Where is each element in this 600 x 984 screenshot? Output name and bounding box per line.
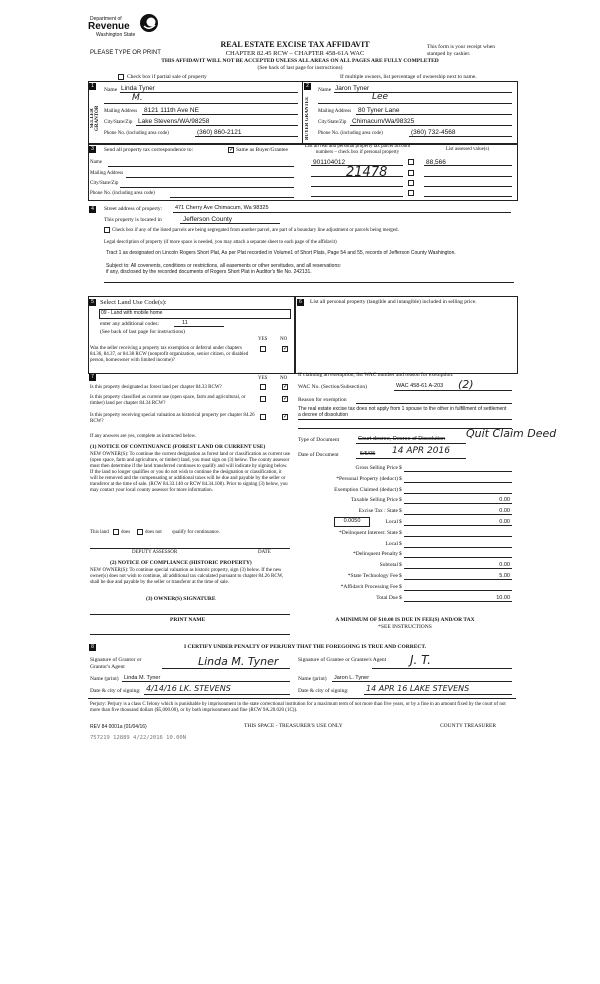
- seller-exemption-no[interactable]: ✓: [283, 346, 289, 352]
- tax-row-currency: $: [399, 497, 402, 503]
- doc-type-struck: Court decree, Decree of Dissolution: [358, 436, 446, 442]
- yes-header-5: YES: [258, 337, 268, 342]
- no-header-7: NO: [280, 376, 288, 381]
- exemption-reason: The real estate excise tax does not apply from 1 spouse to the other in fulfillment of settlement a decree of dissolution: [298, 406, 507, 418]
- local-rate-box: [334, 517, 370, 527]
- seller-name[interactable]: Linda Tyner: [121, 85, 155, 92]
- street-label: Street address of property:: [104, 206, 163, 212]
- parcel-number[interactable]: 901104012: [313, 159, 346, 166]
- seller-mailing[interactable]: 8121 111th Ave NE: [144, 107, 199, 114]
- assessed-header: List assessed value(s): [445, 147, 490, 152]
- grantor-date-label: Date & city of signing:: [90, 688, 141, 694]
- legal-label: Legal description of property (if more space is needed, you may attach a separate sheet to each page of the affidavit): [104, 240, 337, 245]
- notice-compliance-title: (2) NOTICE OF COMPLIANCE (HISTORIC PROPERTY): [110, 560, 252, 566]
- legal-description-2: Subject to: All covenents, conditions or restrictions, all easements or other servitudes, and all reservations:: [106, 263, 342, 269]
- reason-label: Reason for exemption: [298, 397, 347, 403]
- tax-row-label: Gross Selling Price: [355, 465, 398, 471]
- form-warning: THIS AFFIDAVIT WILL NOT BE ACCEPTED UNLESS ALL AREAS ON ALL PAGES ARE FULLY COMPLETED: [161, 58, 439, 64]
- doc-date-struck: 5/5/05: [360, 451, 376, 457]
- parcel2-personal-checkbox[interactable]: [408, 170, 414, 176]
- seller-name-middle: M.: [132, 93, 143, 103]
- perjury-note: Perjury: Perjury is a class C felony which is punishable by imprisonment in the state correctional institution for a maximum term of not more than five years, or by a fine in an amount fixed by the court of not more than five thousand dollars ($5,000.00), or by both imprisonment and fine (RCW 9A.20.020 (1C)).: [90, 702, 506, 713]
- seller-mailing-label: Mailing Address: [104, 109, 138, 114]
- parcel1-personal-checkbox[interactable]: [408, 159, 414, 165]
- land-does-label: does: [121, 530, 131, 535]
- parcel-header: List all real and personal property tax parcel account numbers – check box if personal property: [304, 144, 411, 155]
- corr-mailing-label: Mailing Address: [90, 171, 124, 176]
- tax-row-label: Exemption Claimed (deduct): [334, 487, 398, 493]
- form-chapter: CHAPTER 82.45 RCW – CHAPTER 458-61A WAC: [225, 50, 365, 57]
- same-as-buyer-checkbox[interactable]: ✓: [229, 147, 235, 153]
- doc-date-label: Date of Document: [298, 452, 339, 458]
- corr-city-label: City/State/Zip: [90, 181, 119, 186]
- dor-swirl-icon: [138, 12, 160, 34]
- treasurer-use: THIS SPACE - TREASURER'S USE ONLY: [244, 723, 343, 729]
- tax-row-currency: $: [399, 573, 402, 579]
- doc-type-label: Type of Document: [298, 437, 340, 443]
- seller-phone[interactable]: (360) 860-2121: [197, 129, 242, 136]
- land-use-selected: 09 - Land with mobile home: [101, 310, 163, 316]
- tax-row-value[interactable]: 5.00: [499, 573, 510, 579]
- seller-city-label: City/State/Zip: [104, 120, 133, 125]
- qualify-label: qualify for continuance.: [172, 530, 220, 535]
- buyer-mailing[interactable]: 80 Tyner Lane: [358, 107, 400, 114]
- buyer-city-label: City/State/Zip: [318, 120, 347, 125]
- tax-row-currency: $: [399, 508, 402, 514]
- tax-row-label: *Personal Property (deduct): [336, 476, 398, 482]
- grantee-name-label: Name (print): [298, 676, 327, 682]
- additional-codes[interactable]: 11: [182, 320, 188, 326]
- grantee-signature[interactable]: J. T.: [410, 653, 431, 667]
- forest-question: Is this property designated as forest land per chapter 84.33 RCW?: [90, 385, 222, 390]
- tax-row-value[interactable]: 10.00: [496, 595, 510, 601]
- tax-row-currency: $: [399, 530, 402, 536]
- same-as-buyer-label: Same as Buyer/Grantee: [236, 147, 288, 153]
- segregated-label: Check box if any of the listed parcels are being segregated from another parcel, are part of a boundary line adjustment or parcels being merged.: [112, 228, 399, 233]
- street-address[interactable]: 471 Cherry Ave Chimacum, Wa 98325: [175, 205, 269, 211]
- current-use-question: Is this property classified as current use (open space, farm and agricultural, or timber) land per chapter 84.34 RCW?: [90, 395, 246, 406]
- owner-signature-label: (3) OWNER(S) SIGNATURE: [146, 596, 216, 602]
- buyer-phone[interactable]: (360) 732-4568: [411, 129, 456, 136]
- current-use-no[interactable]: ✓: [283, 396, 289, 402]
- seller-side-label: SELLER GRANTOR: [90, 105, 100, 131]
- this-land-label: This land: [90, 530, 109, 535]
- partial-sale-checkbox[interactable]: [118, 74, 124, 80]
- section-5-badge: 5: [89, 299, 96, 306]
- additional-codes-label: enter any additional codes:: [100, 321, 160, 327]
- no-header-5: NO: [280, 337, 288, 342]
- assessed-value[interactable]: 88,566: [426, 159, 446, 166]
- tax-row-currency: $: [399, 595, 402, 601]
- buyer-name-middle: Lee: [372, 92, 389, 102]
- tax-row-label: Subtotal: [379, 562, 398, 568]
- section-4-badge: 4: [89, 206, 96, 213]
- tax-row-currency: $: [399, 562, 402, 568]
- legal-description-3: if any, disclosed by the recorded documents of Rogers Short Plat in Auditor's file No. 242131.: [106, 269, 312, 275]
- tax-row-value[interactable]: 0.00: [499, 508, 510, 514]
- tax-row-currency: $: [399, 584, 402, 590]
- section-8-badge: 8: [89, 644, 96, 651]
- wac-handwritten: (2): [458, 378, 474, 391]
- seller-city[interactable]: Lake Stevens/WA/98258: [138, 118, 210, 125]
- dor-logo: [88, 16, 158, 46]
- partial-sale-label: Check box if partial sale of property: [127, 74, 207, 80]
- seller-phone-label: Phone No. (including area code): [104, 131, 169, 136]
- deputy-date-label: DATE: [258, 550, 271, 555]
- grantor-name-label: Name (print): [90, 676, 119, 682]
- seller-name-label: Name: [104, 87, 118, 93]
- grantee-date-label: Date & city of signing:: [298, 688, 349, 694]
- land-does-not-checkbox[interactable]: [137, 529, 143, 535]
- legal-description-1: Tract 1 as designated on Lincoln Rogers Short Plat, As per Plat recorded in Volume1 of Short Plats, Page 54 and 55, records of Jefferson County Washington.: [106, 250, 456, 256]
- land-use-see-back: (See back of last page for instructions): [100, 329, 185, 335]
- current-use-yes[interactable]: [260, 396, 266, 402]
- located-label: This property is located in: [104, 217, 162, 223]
- buyer-mailing-label: Mailing Address: [318, 109, 352, 114]
- handwritten-parcel-number: 21478: [346, 165, 388, 180]
- tax-row-currency: $: [399, 519, 402, 525]
- rev-number: REV 84 0001a (01/04/16): [90, 724, 147, 730]
- grantor-name[interactable]: Linda M. Tyner: [124, 675, 161, 681]
- buyer-city[interactable]: Chimacum/Wa/98325: [352, 118, 415, 125]
- parcel3-personal-checkbox[interactable]: [408, 180, 414, 186]
- tax-row-label: Total Due: [376, 595, 398, 601]
- if-yes-note: If any answers are yes, complete as instructed below.: [90, 434, 197, 439]
- grantee-name[interactable]: Jaron L. Tyner: [334, 675, 370, 681]
- land-does-checkbox[interactable]: [113, 529, 119, 535]
- corr-name-label: Name: [90, 160, 102, 165]
- doc-date-handwritten: 14 APR 2016: [392, 446, 450, 456]
- historic-question: Is this property receiving special valuation as historical property per chapter 84.26 RCW?: [90, 413, 255, 424]
- tax-row-value[interactable]: 0.00: [499, 562, 510, 568]
- corr-phone-label: Phone No. (including area code): [90, 191, 155, 196]
- tax-row-label: *State Technology Fee: [347, 573, 398, 579]
- county-treasurer: COUNTY TREASURER: [440, 723, 497, 729]
- section-1-badge: 1: [89, 83, 96, 90]
- tax-row-label: *Delinquent Interest: State: [339, 530, 398, 536]
- treasurer-stamp: 757219 12889 4/22/2016 10.00N: [90, 735, 187, 741]
- seller-exemption-question: Was the seller receiving a property tax exemption or deferral under chapters 84.36, 84.37, or 84.38 RCW (nonprofit organization, senior citizen, or disabled person, homeowner with limited income)?: [90, 346, 249, 363]
- personal-property-label: List all personal property (tangible and intangible) included in selling price.: [310, 299, 477, 305]
- receipt-note: This form is your receipt when stamped by cashier.: [427, 44, 495, 57]
- notice-continuance-text: NEW OWNER(S): To continue the current designation as forest land or classification as current use (open space, farm and agriculture, or timber) land, you must sign on (3) below. The county assessor must then determine if the land transferred continues to qualify and will indicate by signing below. If the land no longer qualifies or you do not wish to continue the designation or classification, it will be removed and the compensating or additional taxes will be due and payable by the seller or transferor at the time of sale. (RCW 84.33.140 or RCW 84.34.108). Prior to signing (3) below, you may contact your local county assessor for more information.: [90, 452, 290, 493]
- land-use-label: Select Land Use Code(s):: [100, 299, 167, 306]
- certify-statement: I CERTIFY UNDER PENALTY OF PERJURY THAT THE FOREGOING IS TRUE AND CORRECT.: [183, 644, 426, 650]
- tax-row-label: *Affidavit Processing Fee: [340, 584, 398, 590]
- exemption-claim-label: If claiming an exemption, list WAC number and reason for exemption:: [298, 372, 454, 378]
- buyer-phone-label: Phone No. (including area code): [318, 131, 383, 136]
- tax-row-label: Excise Tax : State: [358, 508, 398, 514]
- dept-line3: Washington State: [96, 32, 136, 38]
- notice-compliance-text: NEW OWNER(S): To continue special valuation as historic property, sign (3) below. If the new owner(s) does not wish to continue, all additional tax calculated pursuant to chapter 84.26 RCW, shall be due and payable by the seller or transferor at the time of sale.: [90, 568, 284, 585]
- parcel4-personal-checkbox[interactable]: [408, 190, 414, 196]
- please-type: PLEASE TYPE OR PRINT: [90, 50, 161, 56]
- dept-line1: Department of: [90, 16, 122, 22]
- tax-row-currency: $: [399, 541, 402, 547]
- personal-property-section: [294, 296, 518, 374]
- tax-row-currency: $: [399, 465, 402, 471]
- yes-header-7: YES: [258, 376, 268, 381]
- see-instructions: *SEE INSTRUCTIONS: [378, 624, 432, 630]
- buyer-side-label: BUYER GRANTEE: [305, 96, 310, 140]
- forest-yes[interactable]: [260, 384, 266, 390]
- correspondence-label: Send all property tax correspondence to:: [104, 147, 194, 153]
- tax-row-currency: $: [399, 487, 402, 493]
- print-name-label: PRINT NAME: [170, 617, 206, 623]
- grantee-sig-label: Signature of Grantee or Grantee's Agent: [298, 657, 387, 663]
- land-does-not-label: does not: [145, 530, 162, 535]
- buyer-name-label: Name: [318, 87, 332, 93]
- multiple-owners-label: If multiple owners, list percentage of ownership next to name.: [340, 74, 477, 80]
- dept-line2: Revenue: [88, 21, 130, 32]
- minimum-due: A MINIMUM OF $10.00 IS DUE IN FEE(S) AND/OR TAX: [335, 617, 475, 623]
- tax-row-label: *Delinquent Penalty: [352, 551, 398, 557]
- historic-yes[interactable]: [260, 414, 266, 420]
- tax-row-currency: $: [399, 476, 402, 482]
- notice-continuance-title: (1) NOTICE OF CONTINUANCE (FOREST LAND OR CURRENT USE): [90, 444, 266, 450]
- tax-row-label: Local: [385, 519, 398, 525]
- section-2-badge: 2: [304, 83, 311, 90]
- doc-type-handwritten: Quit Claim Deed: [466, 427, 557, 440]
- deputy-assessor-label: DEPUTY ASSESSOR: [132, 550, 178, 555]
- section-7-badge: 7: [89, 374, 96, 381]
- grantor-sig-label: Signature of Grantor or Grantor's Agent: [90, 657, 142, 670]
- see-back: (See back of last page for instructions): [257, 65, 343, 71]
- wac-label: WAC No. (Section/Subsection): [298, 384, 367, 390]
- section-6-badge: 6: [297, 299, 304, 306]
- form-title: REAL ESTATE EXCISE TAX AFFIDAVIT: [220, 40, 370, 49]
- historic-no[interactable]: ✓: [283, 414, 289, 420]
- grantee-date-city[interactable]: 14 APR 16 LAKE STEVENS: [366, 684, 470, 693]
- buyer-name[interactable]: Jaron Tyner: [335, 85, 370, 92]
- seller-exemption-yes[interactable]: [260, 346, 266, 352]
- tax-row-value[interactable]: 0.00: [499, 519, 510, 525]
- forest-no[interactable]: ✓: [283, 384, 289, 390]
- tax-row-label: Local: [385, 541, 398, 547]
- local-rate: 0.0050: [343, 518, 361, 524]
- land-use-select[interactable]: [99, 309, 291, 319]
- segregated-checkbox[interactable]: [104, 227, 110, 233]
- tax-row-value[interactable]: 0.00: [499, 497, 510, 503]
- grantor-date-city[interactable]: 4/14/16 LK. STEVENS: [146, 684, 231, 693]
- grantor-signature[interactable]: Linda M. Tyner: [198, 655, 279, 668]
- section-3-badge: 3: [89, 146, 96, 153]
- county[interactable]: Jefferson County: [183, 216, 233, 223]
- wac-number[interactable]: WAC 458-61 A-203: [396, 383, 444, 389]
- tax-row-label: Taxable Selling Price: [351, 497, 398, 503]
- tax-row-currency: $: [399, 551, 402, 557]
